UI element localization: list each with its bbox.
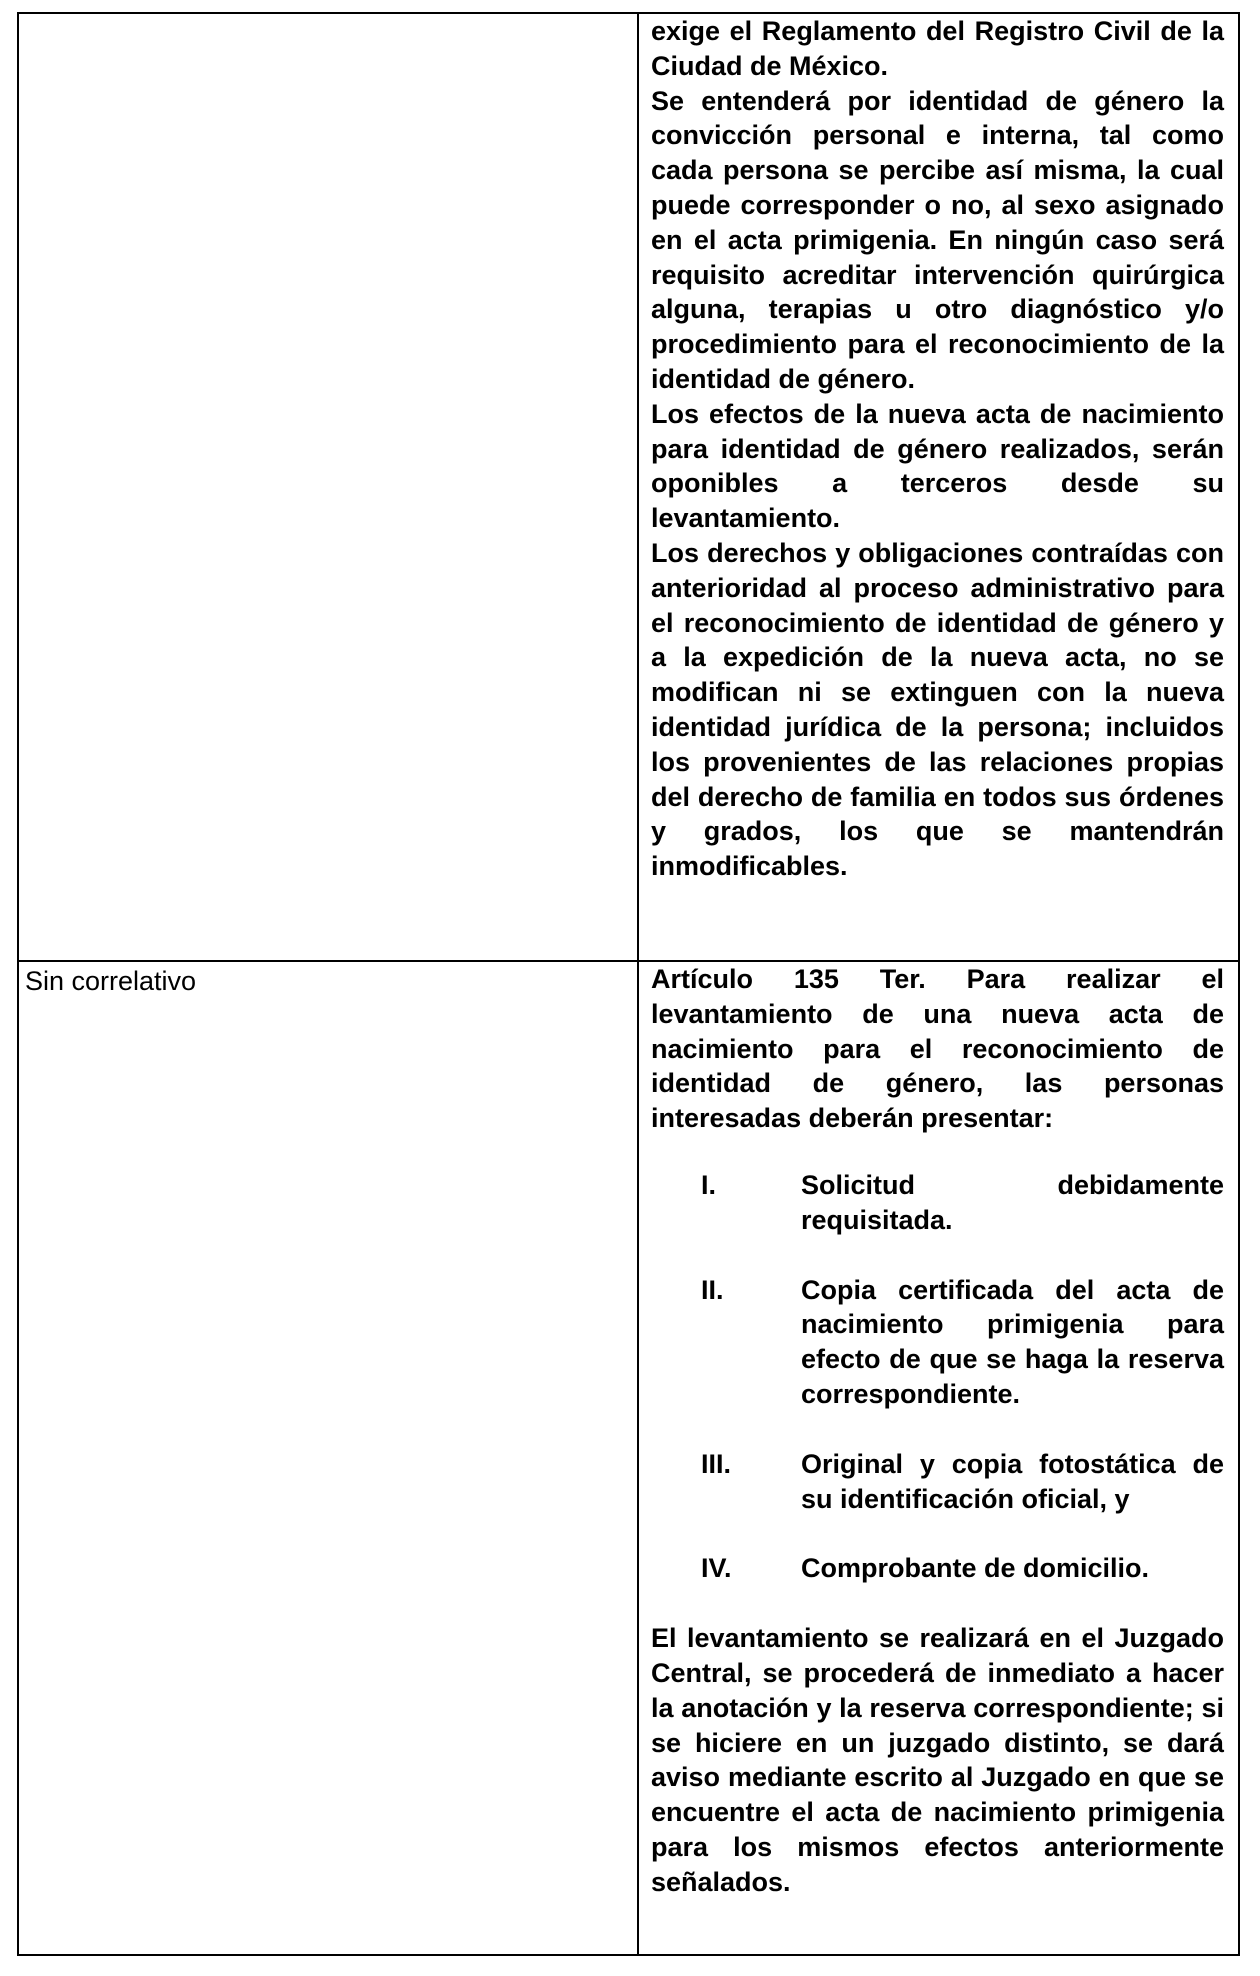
paragraph: Los derechos y obligaciones contraídas con anterioridad al proceso administrativo para el reconocimiento de identidad de género y a la expedición de la nueva acta, no se modifican ni se extinguen con la nueva identidad jurídica de la persona; incluidos los provenientes de las relaciones propias del derecho de familia en todos sus órdenes y grados, los que se mantendrán inmodificables. xyxy=(651,537,1224,882)
list-text: Solicitud debidamente requisitada. xyxy=(801,1169,1224,1235)
paragraph: Los efectos de la nueva acta de nacimiento para identidad de género realizados, serán oponibles a terceros desde su levantamiento. xyxy=(651,398,1224,534)
right-cell xyxy=(638,13,1239,961)
left-cell-empty xyxy=(18,13,638,961)
right-cell xyxy=(638,961,1239,1955)
list-text: Original y copia fotostática de su identificación oficial, y xyxy=(801,1448,1224,1514)
table-row xyxy=(18,961,1239,1955)
requirements-list xyxy=(651,1168,1224,1586)
list-number: IV. xyxy=(701,1553,732,1584)
table-row xyxy=(18,13,1239,961)
list-text: Copia certificada del acta de nacimiento primigenia para efecto de que se haga la reserva correspondiente. xyxy=(801,1274,1224,1409)
list-number: II. xyxy=(701,1274,724,1305)
article-intro: Artículo 135 Ter. Para realizar el levantamiento de una nueva acta de nacimiento para el reconocimiento de identidad de género, las personas interesadas deberán presentar: xyxy=(651,964,1224,1134)
closing-paragraph: El levantamiento se realizará en el Juzgado Central, se procederá de inmediato a hacer la anotación y la reserva correspondiente; si se hiciere en un juzgado distinto, se dará aviso mediante escrito al Juzgado en que se encuentre el acta de nacimiento primigenia para los mismos efectos anteriormente señalados. xyxy=(651,1623,1224,1897)
list-number: I. xyxy=(701,1169,717,1200)
left-cell xyxy=(18,961,638,1955)
paragraph: Se entenderá por identidad de género la convicción personal e interna, tal como cada persona se percibe así misma, la cual puede corresponder o no, al sexo asignado en el acta primigenia. En ningún caso será requisito acreditar intervención quirúrgica alguna, terapias u otro diagnóstico y/o procedimiento para el reconocimiento de la identidad de género. xyxy=(651,85,1224,394)
list-item xyxy=(651,1447,1224,1517)
paragraph: exige el Reglamento del Registro Civil de la Ciudad de México. xyxy=(651,16,1224,81)
list-item xyxy=(651,1273,1224,1412)
list-text: Comprobante de domicilio. xyxy=(801,1553,1150,1584)
list-item xyxy=(651,1551,1224,1586)
list-item xyxy=(651,1168,1224,1238)
left-cell-text xyxy=(19,14,637,16)
left-cell-text: Sin correlativo xyxy=(25,966,197,996)
list-number: III. xyxy=(701,1448,732,1479)
comparison-table xyxy=(17,12,1240,1956)
